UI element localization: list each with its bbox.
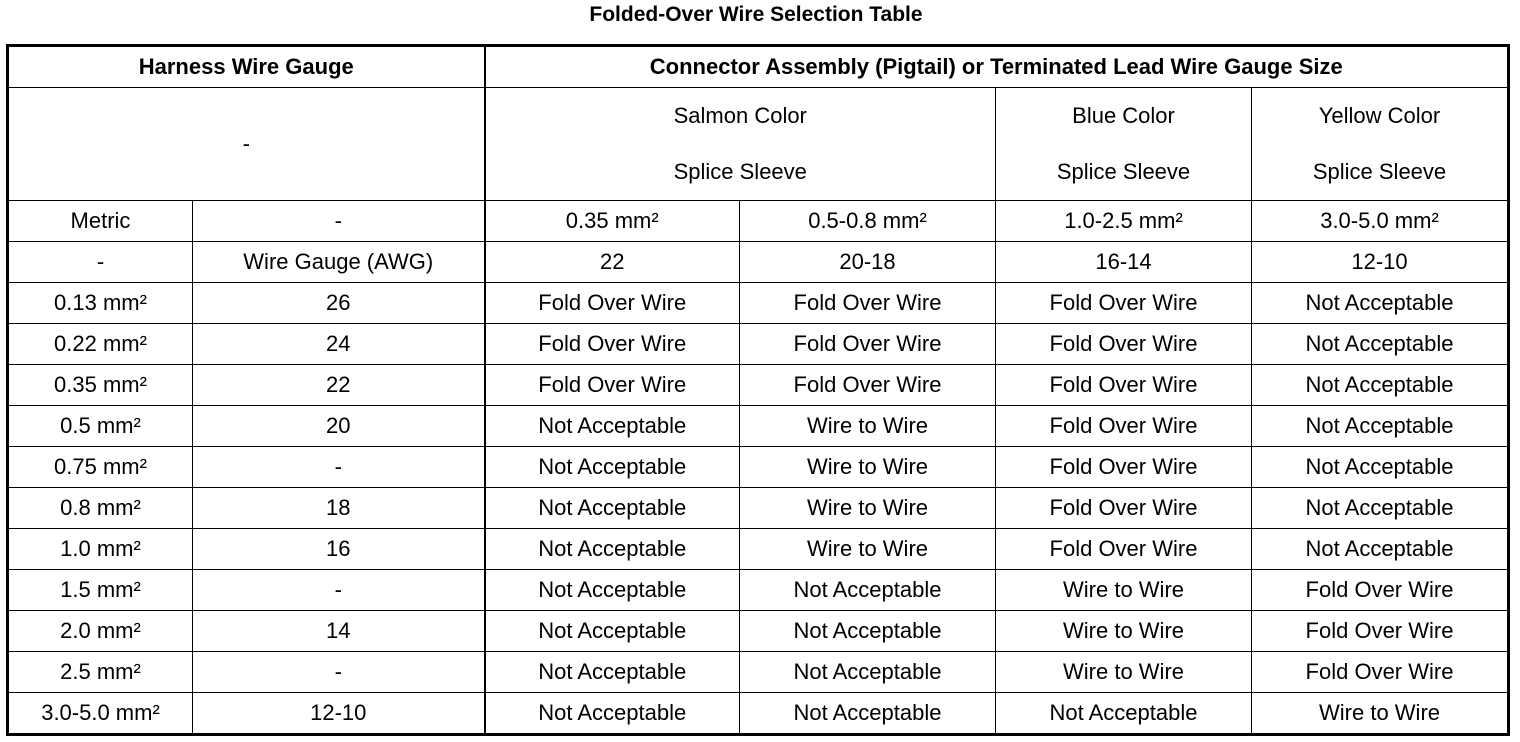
table-cell: Fold Over Wire: [996, 529, 1252, 570]
table-cell: Wire to Wire: [1252, 693, 1509, 735]
table-cell: Fold Over Wire: [1252, 611, 1509, 652]
blue-splice-sleeve-cell: [996, 88, 1252, 201]
table-cell: 0.13 mm²: [8, 283, 193, 324]
table-cell: Fold Over Wire: [996, 324, 1252, 365]
table-cell: 0.5-0.8 mm²: [740, 201, 996, 242]
table-cell: Wire to Wire: [740, 488, 996, 529]
table-cell: 3.0-5.0 mm²: [8, 693, 193, 735]
awg-size-row: [8, 242, 1509, 283]
table-cell: Not Acceptable: [1252, 447, 1509, 488]
table-cell: Metric: [8, 201, 193, 242]
table-cell: 22: [485, 242, 740, 283]
table-cell: 1.5 mm²: [8, 570, 193, 611]
salmon-splice-sleeve-label: Splice Sleeve: [673, 159, 807, 184]
yellow-color-label: Yellow Color: [1318, 103, 1441, 128]
table-row: [8, 529, 1509, 570]
table-cell: Fold Over Wire: [740, 365, 996, 406]
table-cell: 0.22 mm²: [8, 324, 193, 365]
table-cell: Not Acceptable: [1252, 529, 1509, 570]
table-cell: Not Acceptable: [740, 693, 996, 735]
table-cell: Not Acceptable: [1252, 406, 1509, 447]
table-cell: 20: [193, 406, 485, 447]
data-rows: [8, 283, 1509, 735]
blue-color-label: Blue Color: [1072, 103, 1175, 128]
salmon-splice-sleeve-cell: [485, 88, 996, 201]
table-cell: 12-10: [1252, 242, 1509, 283]
table-cell: Fold Over Wire: [485, 283, 740, 324]
table-cell: Wire to Wire: [996, 611, 1252, 652]
table-cell: Fold Over Wire: [996, 365, 1252, 406]
table-cell: Not Acceptable: [485, 488, 740, 529]
table-cell: Fold Over Wire: [485, 365, 740, 406]
table-cell: Fold Over Wire: [996, 488, 1252, 529]
table-cell: Not Acceptable: [485, 611, 740, 652]
table-cell: 1.0 mm²: [8, 529, 193, 570]
table-cell: Fold Over Wire: [996, 283, 1252, 324]
table-cell: 24: [193, 324, 485, 365]
table-row: [8, 283, 1509, 324]
table-cell: 20-18: [740, 242, 996, 283]
table-cell: 3.0-5.0 mm²: [1252, 201, 1509, 242]
table-cell: 14: [193, 611, 485, 652]
table-cell: Wire to Wire: [740, 447, 996, 488]
table-cell: 2.0 mm²: [8, 611, 193, 652]
table-cell: Not Acceptable: [740, 570, 996, 611]
table-cell: Fold Over Wire: [996, 406, 1252, 447]
table-row: [8, 365, 1509, 406]
table-row: [8, 652, 1509, 693]
table-cell: 0.35 mm²: [485, 201, 740, 242]
table-cell: Not Acceptable: [485, 447, 740, 488]
table-cell: -: [8, 242, 193, 283]
table-cell: Wire to Wire: [996, 570, 1252, 611]
table-row: [8, 693, 1509, 735]
table-cell: Not Acceptable: [996, 693, 1252, 735]
table-row: [8, 447, 1509, 488]
table-cell: Fold Over Wire: [1252, 570, 1509, 611]
table-cell: 0.5 mm²: [8, 406, 193, 447]
table-cell: Wire to Wire: [740, 529, 996, 570]
table-cell: Not Acceptable: [740, 611, 996, 652]
table-cell: 26: [193, 283, 485, 324]
table-cell: Fold Over Wire: [740, 324, 996, 365]
table-cell: Wire to Wire: [740, 406, 996, 447]
table-cell: 12-10: [193, 693, 485, 735]
table-cell: 1.0-2.5 mm²: [996, 201, 1252, 242]
table-cell: 0.35 mm²: [8, 365, 193, 406]
table-cell: Fold Over Wire: [996, 447, 1252, 488]
blue-splice-sleeve-label: Splice Sleeve: [1056, 159, 1191, 184]
table-row: [8, 488, 1509, 529]
table-cell: Wire to Wire: [996, 652, 1252, 693]
table-cell: Fold Over Wire: [1252, 652, 1509, 693]
table-cell: 22: [193, 365, 485, 406]
yellow-splice-sleeve-label: Splice Sleeve: [1312, 159, 1447, 184]
connector-assembly-header: Connector Assembly (Pigtail) or Terminated Lead Wire Gauge Size: [485, 46, 1509, 88]
table-cell: 2.5 mm²: [8, 652, 193, 693]
table-cell: Not Acceptable: [1252, 283, 1509, 324]
metric-size-row: [8, 201, 1509, 242]
table-cell: Not Acceptable: [485, 529, 740, 570]
table-row: [8, 324, 1509, 365]
table-cell: Not Acceptable: [740, 652, 996, 693]
table-cell: Not Acceptable: [485, 693, 740, 735]
table-cell: Not Acceptable: [485, 652, 740, 693]
table-cell: Wire Gauge (AWG): [193, 242, 485, 283]
table-cell: Not Acceptable: [485, 570, 740, 611]
yellow-splice-sleeve-cell: [1252, 88, 1509, 201]
page-title: Folded-Over Wire Selection Table: [589, 3, 923, 26]
table-header-row: [8, 46, 1509, 88]
table-row: [8, 570, 1509, 611]
table-cell: 18: [193, 488, 485, 529]
table-cell: 16-14: [996, 242, 1252, 283]
table-cell: Not Acceptable: [485, 406, 740, 447]
table-cell: Fold Over Wire: [740, 283, 996, 324]
salmon-color-label: Salmon Color: [673, 103, 807, 128]
table-cell: Not Acceptable: [1252, 488, 1509, 529]
table-row: [8, 406, 1509, 447]
table-cell: Not Acceptable: [1252, 324, 1509, 365]
wire-selection-table: [6, 44, 1510, 736]
table-cell: 0.8 mm²: [8, 488, 193, 529]
color-row-blank-cell: -: [8, 88, 485, 201]
table-cell: Fold Over Wire: [485, 324, 740, 365]
table-row: [8, 611, 1509, 652]
table-cell: -: [193, 570, 485, 611]
table-cell: -: [193, 652, 485, 693]
splice-sleeve-color-row: [8, 88, 1509, 201]
table-cell: -: [193, 201, 485, 242]
table-cell: Not Acceptable: [1252, 365, 1509, 406]
table-cell: -: [193, 447, 485, 488]
table-cell: 0.75 mm²: [8, 447, 193, 488]
harness-wire-gauge-header: Harness Wire Gauge: [8, 46, 485, 88]
table-cell: 16: [193, 529, 485, 570]
